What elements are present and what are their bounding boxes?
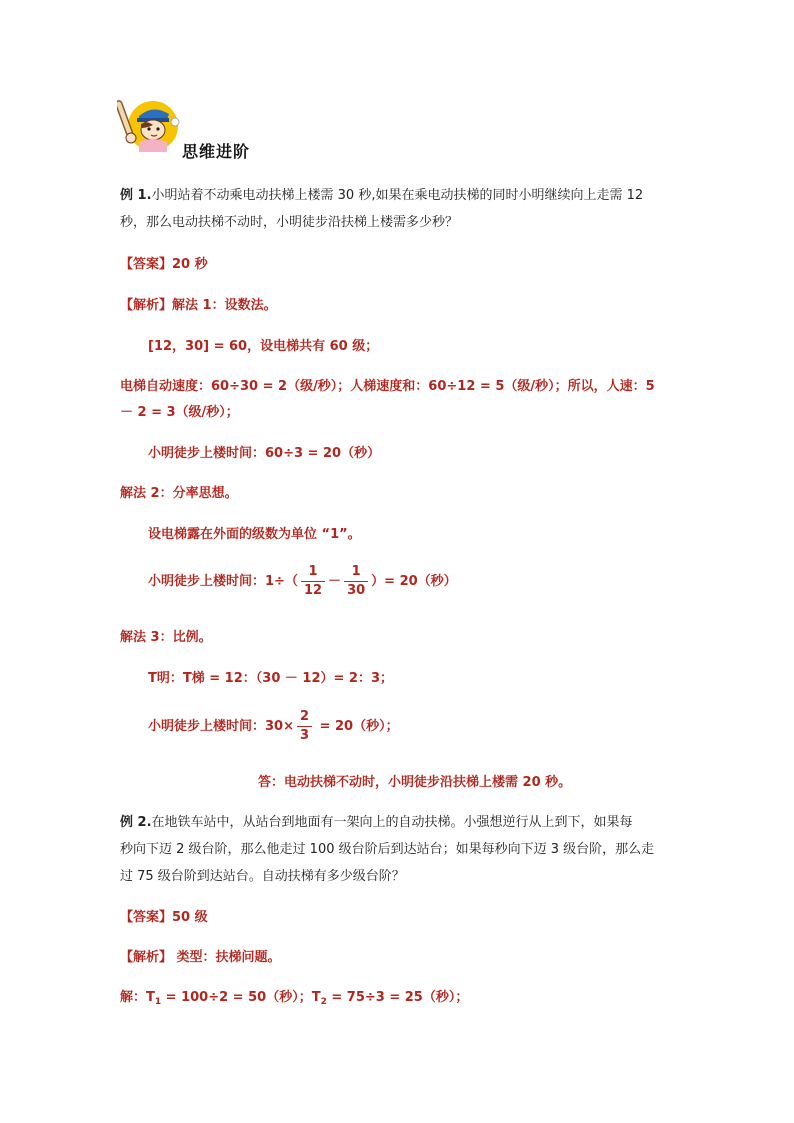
example-1-final-answer: 答：电动扶梯不动时，小明徒步沿扶梯上楼需 20 秒。 bbox=[258, 775, 572, 790]
example-1-label: 例 1. bbox=[120, 188, 152, 203]
method-1-line-1: [12，30] = 60，设电梯共有 60 级； bbox=[148, 339, 379, 354]
example-2-label: 例 2. bbox=[120, 815, 152, 830]
example-2-analysis: 【解析】 类型：扶梯问题。 bbox=[120, 950, 281, 965]
fraction-1-12: $\frac{1}{12}$ bbox=[301, 563, 325, 600]
method-1-line-3: － 2 = 3（级/秒）； bbox=[120, 405, 239, 420]
baseball-kid-mascot-icon bbox=[117, 98, 183, 154]
fraction-1-30: $\frac{1}{30}$ bbox=[344, 563, 368, 600]
example-1-question-line-2: 秒，那么电动扶梯不动时，小明徒步沿扶梯上楼需多少秒？ bbox=[120, 215, 459, 230]
method-3-line-1: T明：T梯 = 12：（30 － 12）= 2：3； bbox=[148, 671, 394, 686]
fraction-2-3: $\frac{2}{3}$ bbox=[297, 708, 312, 745]
example-2-question-line-2: 秒向下迈 2 级台阶，那么他走过 100 级台阶后到达站台；如果每秒向下迈 3 级台阶，那么走 bbox=[120, 842, 655, 857]
section-title: 思维进阶 bbox=[182, 142, 251, 161]
method-2-line-1: 设电梯露在外面的级数为单位 “1”。 bbox=[148, 527, 361, 542]
example-2-solution: 解：$T_1 = 100\div 2 = 50$（秒）；$T_2 = 75\div 3 = 25$（秒）； bbox=[120, 990, 469, 1007]
method-3-title: 解法 3：比例。 bbox=[120, 630, 212, 645]
example-1-question-line-1: 例 1.小明站着不动乘电动扶梯上楼需 30 秒,如果在乘电动扶梯的同时小明继续向上走需 12 bbox=[120, 188, 644, 203]
method-2-title: 解法 2：分率思想。 bbox=[120, 486, 238, 501]
method-1-line-4: 小明徒步上楼时间：60÷3 = 20（秒） bbox=[148, 446, 381, 461]
example-2-question-line-3: 过 75 级台阶到达站台。自动扶梯有多少级台阶？ bbox=[120, 869, 405, 884]
example-2-answer: 【答案】50 级 bbox=[120, 910, 208, 925]
method-3-line-2: 小明徒步上楼时间：30× $\frac{2}{3}$ = 20（秒）； bbox=[148, 709, 399, 743]
example-1-analysis-method-1: 【解析】解法 1：设数法。 bbox=[120, 298, 277, 313]
method-1-line-2: 电梯自动速度：60÷30 = 2（级/秒）；人梯速度和：60÷12 = 5（级/秒）；所以，人速：5 bbox=[120, 379, 655, 394]
method-2-line-2: 小明徒步上楼时间：1÷（ $\frac{1}{12}$ － $\frac{1}{30}$ ）= 20（秒） bbox=[148, 564, 457, 598]
example-2-question-line-1: 例 2.在地铁车站中，从站台到地面有一架向上的自动扶梯。小强想逆行从上到下，如果每 bbox=[120, 815, 633, 830]
example-1-answer: 【答案】20 秒 bbox=[120, 257, 208, 272]
